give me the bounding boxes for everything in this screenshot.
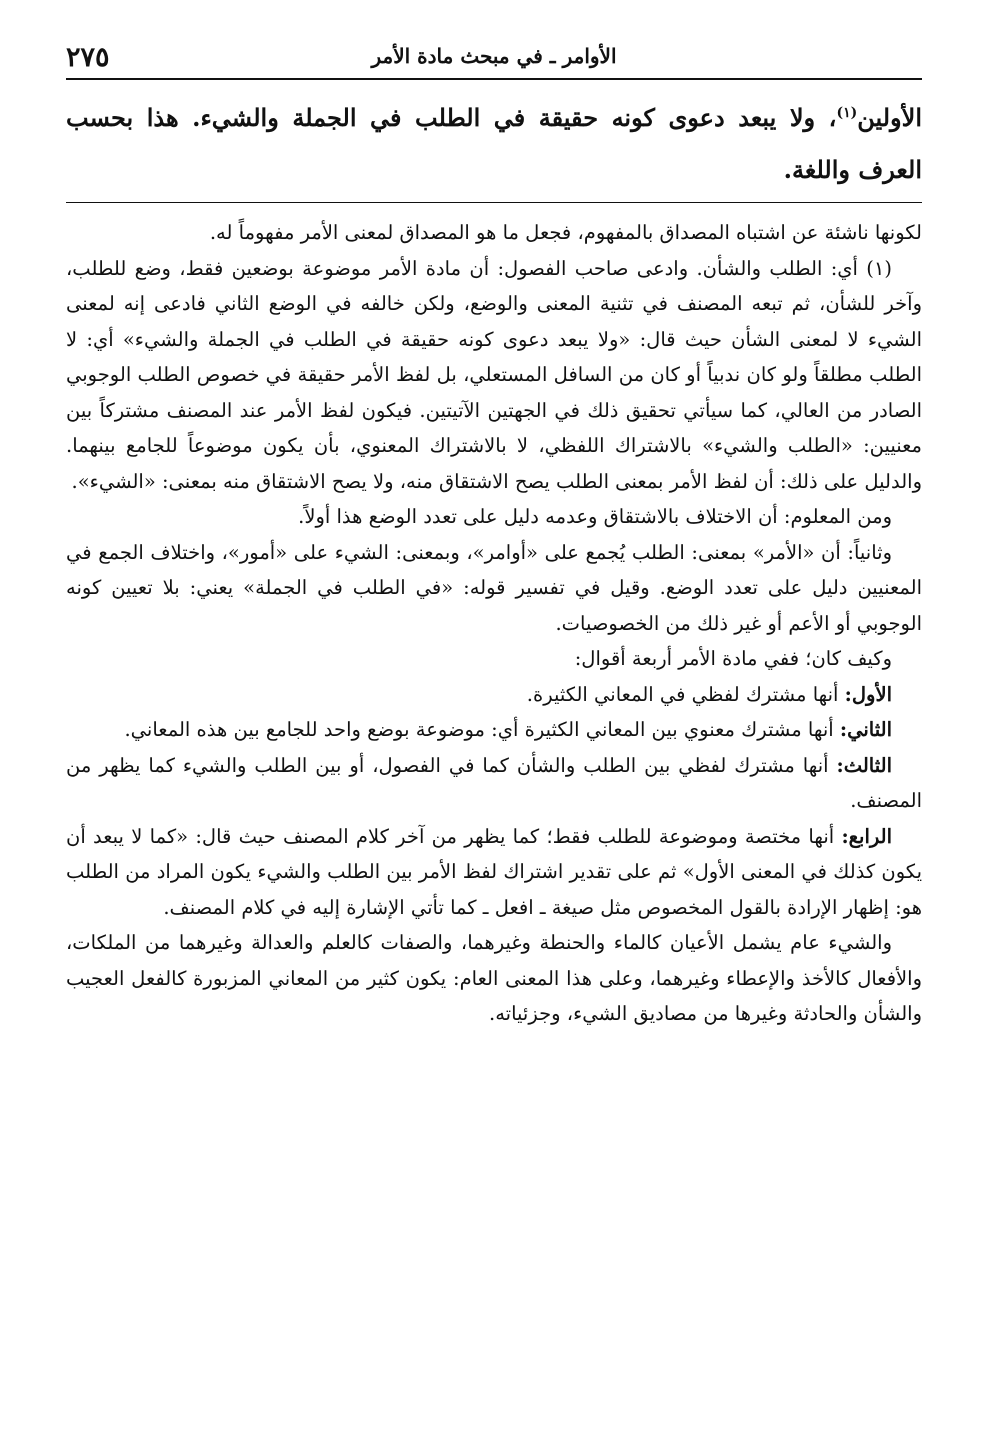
- footnote-paragraph-howsoever: وكيف كان؛ ففي مادة الأمر أربعة أقوال:: [574, 647, 892, 670]
- opinion-text: أنها مشترك لفظي في المعاني الكثيرة.: [526, 682, 845, 706]
- book-page: [66, 34, 922, 1032]
- page-header: [66, 34, 922, 78]
- opinion-label: الرابع:: [841, 824, 892, 848]
- footnote-separator: [66, 202, 922, 203]
- footnote-continuation: لكونها ناشئة عن اشتباه المصداق بالمفهوم، فجعل ما هو المصداق لمعنى الأمر مفهوماً له.: [209, 221, 922, 244]
- opinion-fourth: [66, 819, 922, 926]
- opinion-third: [66, 748, 922, 819]
- opinion-label: الثالث:: [836, 753, 892, 777]
- footnote-1: (١) أي: الطلب والشأن. وادعى صاحب الفصول: أن مادة الأمر موضوعة بوضعين فقط، وضع للطلب، وآخر للشأن، ثم تبعه المصنف في تثنية المعنى والوضع، ولكن خالفه في الوضع الثاني فادعى إنه لمعنى الشيء لا لمعنى الشأن حيث قال: «ولا يبعد دعوى كونه حقيقة في الطلب في الجملة والشيء» أي: لا الطلب مطلقاً ولو كان ندبياً أو كان من السافل المستعلي، بل لفظ الأمر حقيقة في خصوص الطلب الوجوبي الصادر من العالي، كما سيأتي تحقيق ذلك في الجهتين الآتيتين. فيكون لفظ الأمر عند المصنف مشتركاً بين معنيين: «الطلب والشيء» بالاشتراك اللفظي، لا بالاشتراك المعنوي، بأن يكون موضوعاً للجامع بينهما. والدليل على ذلك: أن لفظ الأمر بمعنى الطلب يصح الاشتقاق منه، ولا يصح الاشتقاق منه بمعنى: «الشيء».: [66, 256, 922, 493]
- header-rule: [66, 78, 922, 80]
- footnote-paragraph-thing: والشيء عام يشمل الأعيان كالماء والحنطة وغيرهما، والصفات كالعلم والعدالة وغيرهما من الملكات، والأفعال كالأخذ والإعطاء وغيرهما، وعلى هذا المعنى العام: يكون كثير من المعاني المزبورة كالفعل العجيب والشأن والحادثة وغيرها من مصاديق الشيء، وجزئياته.: [66, 931, 922, 1025]
- opinion-second: [66, 712, 922, 748]
- main-text-lead: الأولين: [857, 103, 922, 132]
- main-text: [66, 92, 922, 196]
- footnote-paragraph-second: وثانياً: أن «الأمر» بمعنى: الطلب يُجمع على «أوامر»، وبمعنى: الشيء على «أمور»، واختلاف الجمع في المعنيين دليل على تعدد الوضع. وقيل في تفسير قوله: «في الطلب في الجملة» يعني: بلا تعيين كونه الوجوبي أو الأعم أو غير ذلك من الخصوصيات.: [66, 540, 922, 635]
- footnote-paragraph-known: ومن المعلوم: أن الاختلاف بالاشتقاق وعدمه دليل على تعدد الوضع هذا أولاً.: [298, 505, 892, 528]
- main-text-rest: ، ولا يبعد دعوى كونه حقيقة في الطلب في الجملة والشيء. هذا بحسب العرف واللغة.: [66, 103, 922, 184]
- opinion-label: الأول:: [844, 682, 892, 706]
- running-title: الأوامر ـ في مبحث مادة الأمر: [371, 44, 617, 68]
- footnotes: [66, 215, 922, 1032]
- opinion-label: الثاني:: [839, 718, 892, 741]
- page-number: ٢٧٥: [66, 42, 110, 73]
- opinion-text: أنها مشترك معنوي بين المعاني الكثيرة أي: موضوعة بوضع واحد للجامع بين هذه المعاني.: [124, 718, 840, 741]
- opinion-text: أنها مشترك لفظي بين الطلب والشأن كما في الفصول، أو بين الطلب والشيء كما يظهر من المصنف.: [66, 753, 922, 812]
- opinion-text: أنها مختصة وموضوعة للطلب فقط؛ كما يظهر من آخر كلام المصنف حيث قال: «كما لا يبعد أن يكون كذلك في المعنى الأول» ثم على تقدير اشتراك لفظ الأمر بين الطلب والشيء يكون المراد من الطلب هو: إظهار الإرادة بالقول المخصوص مثل صيغة ـ افعل ـ كما تأتي الإشارة إليه في كلام المصنف.: [66, 824, 922, 919]
- footnote-reference[interactable]: (١): [836, 105, 858, 121]
- opinion-first: [66, 677, 922, 713]
